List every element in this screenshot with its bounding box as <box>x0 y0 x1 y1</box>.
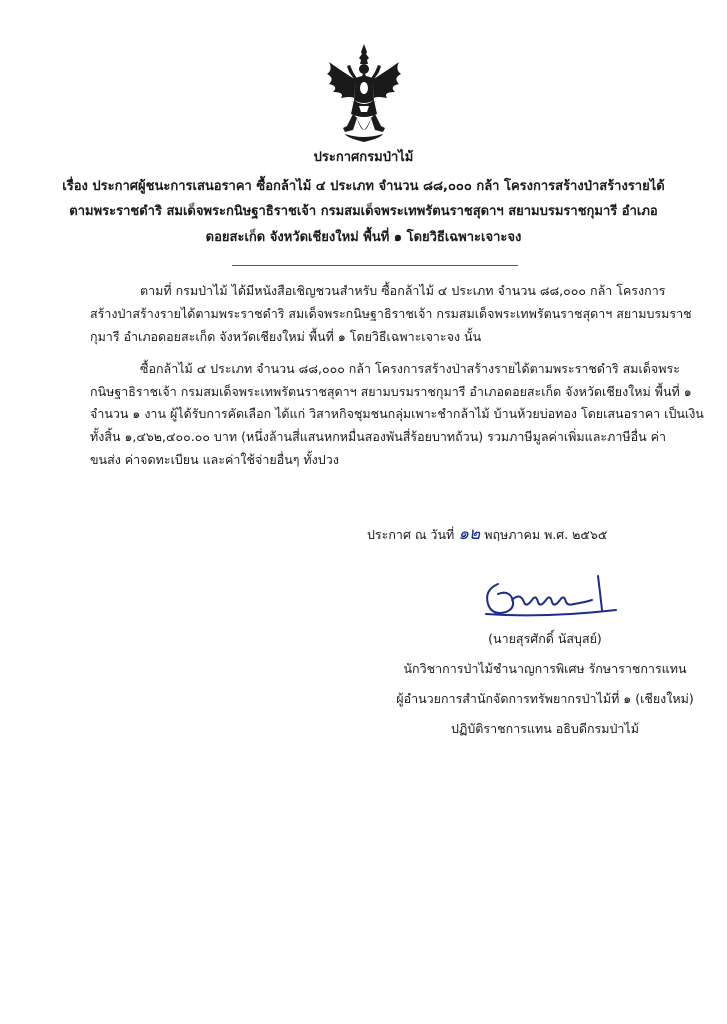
signatory-position: นักวิชาการป่าไม้ชำนาญการพิเศษ รักษาราชการแทน <box>403 661 687 676</box>
subject-line: เรื่อง ประกาศผู้ชนะการเสนอราคา ซื้อกล้าไม้ ๔ ประเภท จำนวน ๘๘,๐๐๐ กล้า โครงการสร้างป่าสร้างรายได้ <box>62 179 665 194</box>
paragraph-2-line: กนิษฐาธิราชเจ้า กรมสมเด็จพระเทพรัตนราชสุดาฯ สยามบรมราชกุมารี อำเภอดอยสะเก็ด จังหวัดเชียงใหม่ พื้นที่ ๑ <box>90 384 692 399</box>
date-month-year: พฤษภาคม พ.ศ. ๒๕๖๕ <box>484 527 608 542</box>
signatory-position: ปฏิบัติราชการแทน อธิบดีกรมป่าไม้ <box>451 721 639 736</box>
paragraph-1-line: กุมารี อำเภอดอยสะเก็ด จังหวัดเชียงใหม่ พื้นที่ ๑ โดยวิธีเฉพาะเจาะจง นั้น <box>90 329 482 344</box>
paragraph-1-line: สร้างป่าสร้างรายได้ตามพระราชดำริ สมเด็จพระกนิษฐาธิราชเจ้า กรมสมเด็จพระเทพรัตนราชสุดาฯ สยามบรมราช <box>90 306 692 321</box>
signatory-position: ผู้อำนวยการสำนักจัดการทรัพยากรป่าไม้ที่ ๑ (เชียงใหม่) <box>396 691 694 706</box>
signatory-name: (นายสุรศักดิ์ นัสบุสย์) <box>488 631 602 646</box>
date-prefix: ประกาศ ณ วันที่ <box>367 527 455 542</box>
paragraph-2-line: ขนส่ง ค่าจดทะเบียน และค่าใช้จ่ายอื่นๆ ทั้งปวง <box>90 452 339 467</box>
subject-line: ดอยสะเก็ด จังหวัดเชียงใหม่ พื้นที่ ๑ โดยวิธีเฉพาะเจาะจง <box>205 230 522 245</box>
paragraph-2-line: จำนวน ๑ งาน ผู้ได้รับการคัดเลือก ได้แก่ วิสาหกิจชุมชนกลุ่มเพาะชำกล้าไม้ บ้านห้วยบ่อทอง โดยเสนอราคา เป็นเงิน <box>90 406 704 421</box>
document-title: ประกาศกรมป่าไม้ <box>313 150 414 165</box>
title-divider <box>232 265 518 266</box>
date-day-handwritten: ๑๒ <box>458 524 481 544</box>
paragraph-2-line: ทั้งสิ้น ๑,๔๖๒,๔๐๐.๐๐ บาท (หนึ่งล้านสี่แสนหกหมื่นสองพันสี่ร้อยบาทถ้วน) รวมภาษีมูลค่าเพิ่มและภาษีอื่น ค่า <box>90 429 666 444</box>
paragraph-2-line: ซื้อกล้าไม้ ๔ ประเภท จำนวน ๘๘,๐๐๐ กล้า โครงการสร้างป่าสร้างรายได้ตามพระราชดำริ สมเด็จพระ <box>140 361 680 376</box>
announcement-date <box>367 523 607 546</box>
subject-line: ตามพระราชดำริ สมเด็จพระกนิษฐาธิราชเจ้า กรมสมเด็จพระเทพรัตนราชสุดาฯ สยามบรมราชกุมารี อำเภอ <box>69 204 658 219</box>
signature <box>476 570 626 625</box>
paragraph-1-line: ตามที่ กรมป่าไม้ ได้มีหนังสือเชิญชวนสำหรับ ซื้อกล้าไม้ ๔ ประเภท จำนวน ๘๘,๐๐๐ กล้า โครงการ <box>140 283 666 298</box>
garuda-emblem-icon <box>323 42 405 144</box>
